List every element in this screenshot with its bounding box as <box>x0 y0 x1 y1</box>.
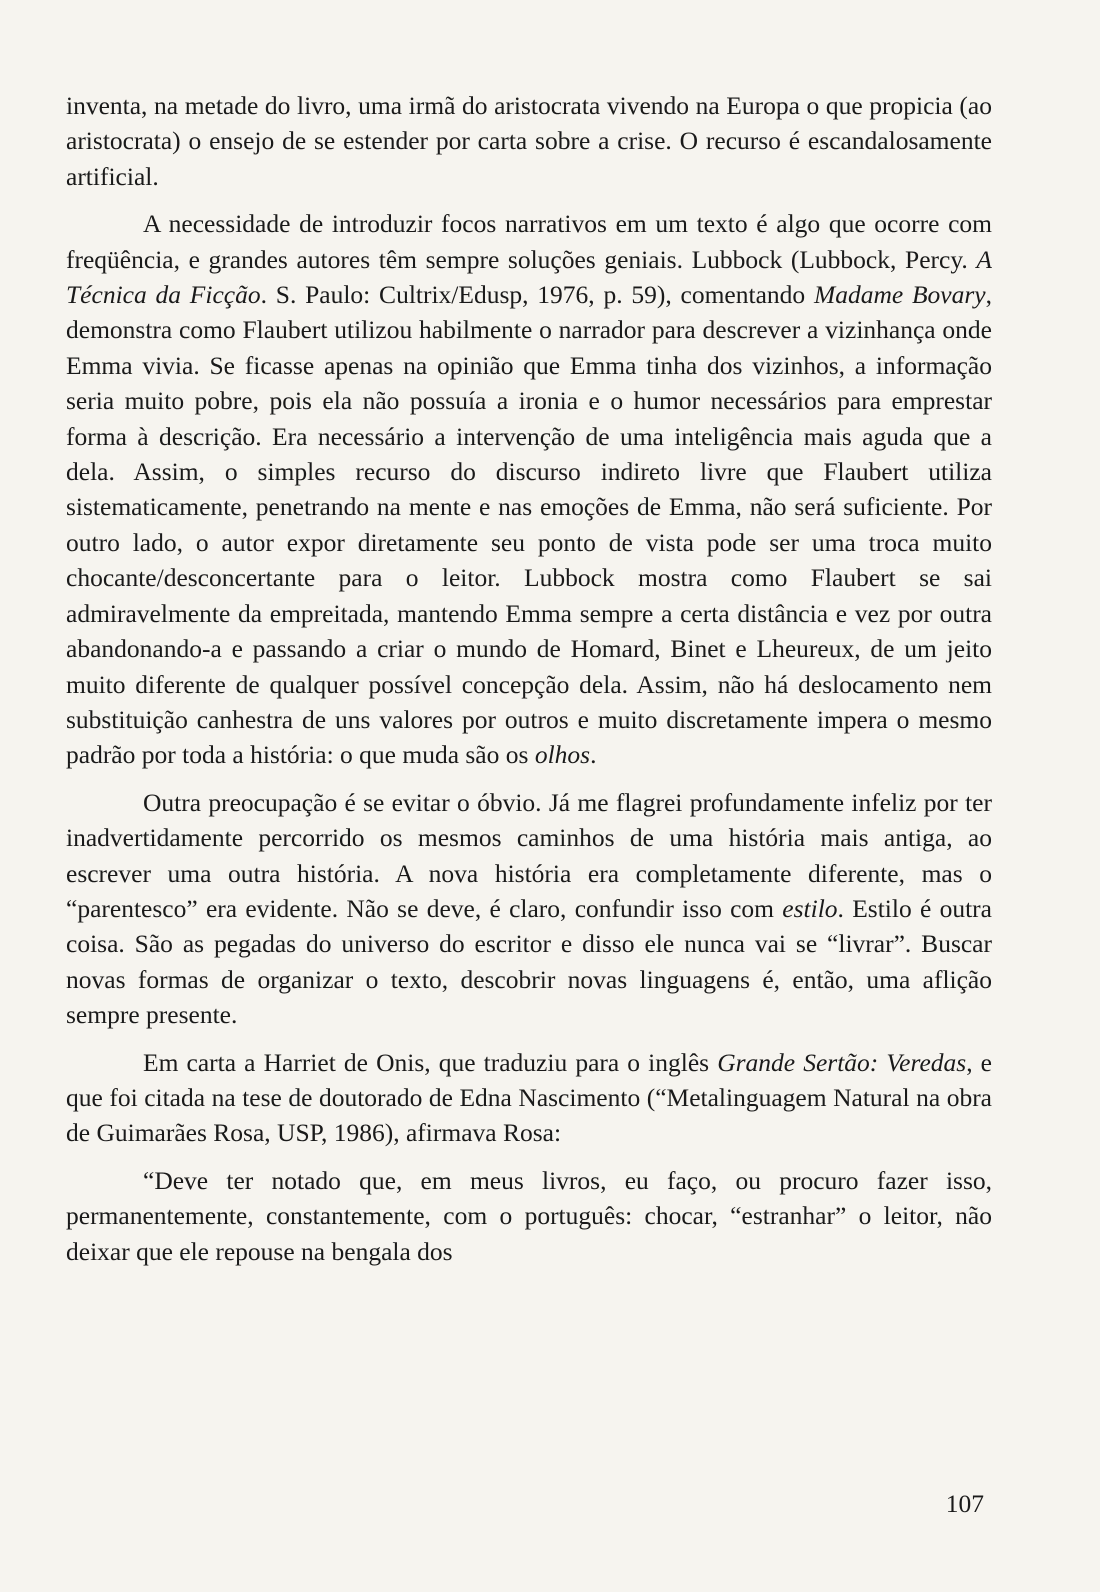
paragraph <box>66 1163 992 1269</box>
text-run: , e que foi citada na tese de doutorado de Edna Nascimento (“Metalinguagem Natural na obra de Guimarães Rosa, USP, 1986), afirmava Rosa: <box>66 1047 992 1148</box>
paragraph <box>66 206 992 773</box>
text-run: Em carta a Harriet de Onis, que traduziu para o inglês <box>143 1047 718 1077</box>
paragraph <box>66 785 992 1033</box>
paragraph <box>66 88 992 194</box>
text-run: . <box>590 740 597 770</box>
paragraph <box>66 1045 992 1151</box>
text-run: , demonstra como Flaubert utilizou habilmente o narrador para descrever a vizinhança onde Emma vivia. Se ficasse apenas na opinião que Emma tinha dos vizinhos, a informação seria muito pobre, pois ela não possuía a ironia e o humor necessários para emprestar forma à descrição. Era necessário a intervenção de uma inteligência mais aguda que a dela. Assim, o simples recurso do discurso indireto livre que Flaubert utiliza sistematicamente, penetrando na mente e nas emoções de Emma, não será suficiente. Por outro lado, o autor expor diretamente seu ponto de vista pode ser uma troca muito chocante/desconcertante para o leitor. Lubbock mostra como Flaubert se sai admiravelmente da empreitada, mantendo Emma sempre a certa distância e vez por outra abandonando-a e passando a criar o mundo de Homard, Binet e Lheureux, de um jeito muito diferente de qualquer possível concepção dela. Assim, não há deslocamento nem substituição canhestra de uns valores por outros e muito discretamente impera o mesmo padrão por toda a história: o que muda são os <box>66 280 992 770</box>
text-run: A necessidade de introduzir focos narrativos em um texto é algo que ocorre com freqüência, e grandes autores têm sempre soluções geniais. Lubbock (Lubbock, Percy. <box>66 209 992 274</box>
text-run: . S. Paulo: Cultrix/Edusp, 1976, p. 59), comentando <box>260 280 814 310</box>
text-run: . Estilo é outra coisa. São as pegadas do universo do escritor e disso ele nunca vai se “livrar”. Buscar novas formas de organizar o texto, descobrir novas linguagens é, então, uma aflição sempre presente. <box>66 893 992 1030</box>
text-run: inventa, na metade do livro, uma irmã do aristocrata vivendo na Europa o que propicia (ao aristocrata) o ensejo de se estender por carta sobre a crise. O recurso é escandalosamente artificial. <box>66 91 992 191</box>
italic-text: Grande Sertão: Veredas <box>717 1047 967 1077</box>
italic-text: A Técnica da Ficção <box>66 244 992 310</box>
body-text <box>66 88 992 1269</box>
italic-text: Madame Bovary <box>813 280 986 310</box>
page-number: 107 <box>945 1489 984 1518</box>
italic-text: olhos <box>534 740 591 770</box>
text-run: “Deve ter notado que, em meus livros, eu faço, ou procuro fazer isso, permanentemente, constantemente, com o português: chocar, “estranhar” o leitor, não deixar que ele repouse na bengala dos <box>66 1165 992 1266</box>
italic-text: estilo <box>782 893 838 923</box>
text-run: Outra preocupação é se evitar o óbvio. Já me flagrei profundamente infeliz por ter inadvertidamente percorrido os mesmos caminhos de uma história mais antiga, ao escrever uma outra história. A nova história era completamente diferente, mas o “parentesco” era evidente. Não se deve, é claro, confundir isso com <box>66 787 992 923</box>
